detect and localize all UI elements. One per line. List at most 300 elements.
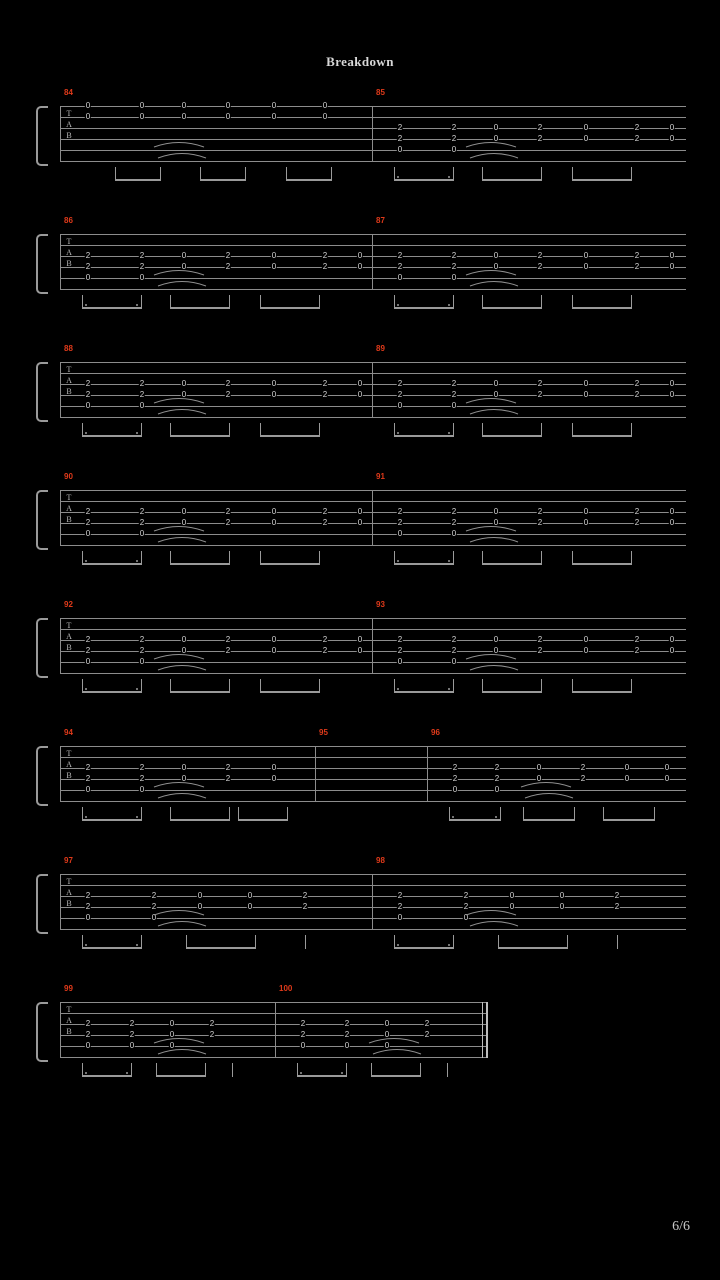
tab-note: 0 bbox=[181, 774, 187, 783]
beam-group bbox=[394, 679, 454, 693]
dotted-rhythm-dot bbox=[136, 944, 138, 946]
slur bbox=[158, 538, 206, 543]
tab-note: 2 bbox=[225, 763, 231, 772]
dotted-rhythm-dot bbox=[300, 1072, 302, 1074]
tab-note: 0 bbox=[384, 1030, 390, 1039]
beam-group bbox=[260, 423, 320, 437]
tab-note: 2 bbox=[300, 1030, 306, 1039]
tab-note: 0 bbox=[451, 657, 457, 666]
tab-note: 2 bbox=[322, 262, 328, 271]
tab-note: 2 bbox=[322, 518, 328, 527]
tab-note: 2 bbox=[580, 774, 586, 783]
tab-note: 2 bbox=[451, 518, 457, 527]
beam-group bbox=[572, 551, 632, 565]
dotted-rhythm-dot bbox=[136, 304, 138, 306]
tab-string-line bbox=[60, 417, 686, 418]
dotted-rhythm-dot bbox=[397, 432, 399, 434]
tab-note: 0 bbox=[169, 1019, 175, 1028]
tab-note: 0 bbox=[271, 646, 277, 655]
tab-note: 0 bbox=[85, 1041, 91, 1050]
tab-note: 2 bbox=[225, 635, 231, 644]
slur bbox=[521, 783, 571, 788]
tab-note: 0 bbox=[322, 101, 328, 110]
tab-string-line bbox=[60, 1035, 486, 1036]
slur bbox=[158, 666, 206, 671]
barline bbox=[275, 1002, 276, 1058]
beam-group bbox=[617, 935, 618, 949]
tab-note: 2 bbox=[537, 518, 543, 527]
beam-group bbox=[170, 807, 230, 821]
tab-note: 2 bbox=[634, 262, 640, 271]
tab-note: 0 bbox=[463, 913, 469, 922]
tab-note: 0 bbox=[669, 134, 675, 143]
beam bbox=[260, 563, 320, 565]
tab-note: 2 bbox=[451, 390, 457, 399]
tab-note: 2 bbox=[634, 518, 640, 527]
tab-staff bbox=[60, 618, 686, 674]
tab-note: 0 bbox=[664, 763, 670, 772]
tab-note: 0 bbox=[493, 646, 499, 655]
barline bbox=[60, 1002, 61, 1058]
tab-note: 0 bbox=[271, 390, 277, 399]
slur bbox=[154, 1039, 204, 1044]
tab-note: 2 bbox=[139, 262, 145, 271]
tab-note: 0 bbox=[139, 785, 145, 794]
tab-note: 0 bbox=[493, 518, 499, 527]
tab-clef: T A B bbox=[66, 749, 72, 780]
tab-note: 2 bbox=[85, 518, 91, 527]
tab-note: 2 bbox=[225, 774, 231, 783]
tab-note: 2 bbox=[634, 635, 640, 644]
tab-note: 2 bbox=[225, 507, 231, 516]
beam-group bbox=[260, 295, 320, 309]
beam bbox=[371, 1075, 421, 1077]
tab-note: 2 bbox=[139, 646, 145, 655]
measure-number: 96 bbox=[431, 728, 440, 737]
tab-string-line bbox=[60, 874, 686, 875]
tab-note: 2 bbox=[302, 891, 308, 900]
barline bbox=[60, 746, 61, 802]
measure-number: 93 bbox=[376, 600, 385, 609]
tab-note: 2 bbox=[139, 251, 145, 260]
tab-note: 0 bbox=[181, 251, 187, 260]
slur bbox=[470, 922, 518, 927]
tab-note: 2 bbox=[397, 262, 403, 271]
barline bbox=[60, 106, 61, 162]
tab-note: 0 bbox=[181, 635, 187, 644]
beam bbox=[260, 691, 320, 693]
beam bbox=[523, 819, 575, 821]
beam-group bbox=[82, 423, 142, 437]
tab-string-line bbox=[60, 245, 686, 246]
tab-string-line bbox=[60, 512, 686, 513]
tab-note: 2 bbox=[634, 390, 640, 399]
tab-note: 0 bbox=[624, 763, 630, 772]
tab-system bbox=[36, 344, 686, 454]
measure-number: 87 bbox=[376, 216, 385, 225]
tab-note: 0 bbox=[493, 134, 499, 143]
tab-note: 2 bbox=[225, 646, 231, 655]
tab-system bbox=[36, 600, 686, 710]
tab-note: 0 bbox=[583, 123, 589, 132]
beam bbox=[498, 947, 568, 949]
tab-note: 2 bbox=[397, 251, 403, 260]
tab-note: 2 bbox=[225, 251, 231, 260]
tab-string-line bbox=[60, 618, 686, 619]
tab-note: 0 bbox=[493, 379, 499, 388]
dotted-rhythm-dot bbox=[448, 176, 450, 178]
tab-clef: T A B bbox=[66, 1005, 72, 1036]
tab-note: 2 bbox=[634, 507, 640, 516]
dotted-rhythm-dot bbox=[397, 688, 399, 690]
slur bbox=[470, 154, 518, 159]
tab-system bbox=[36, 216, 686, 326]
tab-string-line bbox=[60, 139, 686, 140]
tab-note: 2 bbox=[139, 379, 145, 388]
beam-group bbox=[170, 679, 230, 693]
tab-note: 0 bbox=[85, 273, 91, 282]
tab-note: 2 bbox=[344, 1019, 350, 1028]
beam-group bbox=[82, 807, 142, 821]
tab-string-line bbox=[60, 406, 686, 407]
tab-note: 0 bbox=[85, 785, 91, 794]
tab-note: 2 bbox=[151, 891, 157, 900]
tab-note: 2 bbox=[614, 891, 620, 900]
dotted-rhythm-dot bbox=[448, 304, 450, 306]
tab-note: 2 bbox=[139, 507, 145, 516]
tab-staff bbox=[60, 490, 686, 546]
beam-group bbox=[394, 295, 454, 309]
tab-note: 2 bbox=[302, 902, 308, 911]
tab-note: 0 bbox=[181, 101, 187, 110]
beam-group bbox=[572, 295, 632, 309]
tab-string-line bbox=[60, 373, 686, 374]
beam bbox=[394, 947, 454, 949]
slur bbox=[470, 666, 518, 671]
tab-note: 2 bbox=[85, 763, 91, 772]
slur bbox=[466, 143, 516, 148]
tab-note: 0 bbox=[129, 1041, 135, 1050]
tab-note: 2 bbox=[85, 507, 91, 516]
slur bbox=[158, 154, 206, 159]
tab-string-line bbox=[60, 885, 686, 886]
tab-note: 0 bbox=[397, 273, 403, 282]
beam bbox=[286, 179, 332, 181]
tab-note: 2 bbox=[614, 902, 620, 911]
barline bbox=[60, 362, 61, 418]
system-brace bbox=[36, 874, 48, 934]
tab-note: 2 bbox=[397, 123, 403, 132]
beam-group bbox=[394, 423, 454, 437]
tab-note: 2 bbox=[451, 134, 457, 143]
tab-note: 0 bbox=[583, 390, 589, 399]
dotted-rhythm-dot bbox=[136, 432, 138, 434]
tab-note: 2 bbox=[300, 1019, 306, 1028]
system-brace bbox=[36, 106, 48, 166]
beam-group bbox=[82, 295, 142, 309]
tab-note: 2 bbox=[424, 1030, 430, 1039]
slur bbox=[158, 1050, 206, 1055]
system-brace bbox=[36, 362, 48, 422]
beam bbox=[170, 435, 230, 437]
tab-staff bbox=[60, 746, 686, 802]
tab-note: 0 bbox=[583, 507, 589, 516]
final-barline bbox=[486, 1002, 488, 1058]
tab-string-line bbox=[60, 289, 686, 290]
tab-note: 2 bbox=[85, 635, 91, 644]
beam-group bbox=[482, 167, 542, 181]
tab-note: 2 bbox=[225, 518, 231, 527]
tab-note: 2 bbox=[580, 763, 586, 772]
measure-number: 94 bbox=[64, 728, 73, 737]
tab-note: 0 bbox=[139, 101, 145, 110]
tab-note: 0 bbox=[509, 891, 515, 900]
tab-clef: T A B bbox=[66, 493, 72, 524]
tab-note: 0 bbox=[669, 507, 675, 516]
tab-string-line bbox=[60, 1002, 486, 1003]
tab-note: 0 bbox=[357, 379, 363, 388]
dotted-rhythm-dot bbox=[397, 176, 399, 178]
tab-note: 2 bbox=[397, 134, 403, 143]
beam bbox=[186, 947, 256, 949]
tab-note: 0 bbox=[384, 1019, 390, 1028]
beam bbox=[260, 307, 320, 309]
measure-number: 90 bbox=[64, 472, 73, 481]
note-stem bbox=[305, 935, 306, 949]
system-brace bbox=[36, 234, 48, 294]
tab-note: 0 bbox=[139, 401, 145, 410]
dotted-rhythm-dot bbox=[448, 688, 450, 690]
dotted-rhythm-dot bbox=[136, 816, 138, 818]
tab-note: 0 bbox=[494, 785, 500, 794]
barline bbox=[60, 618, 61, 674]
tab-note: 0 bbox=[397, 401, 403, 410]
tab-note: 0 bbox=[197, 902, 203, 911]
tab-note: 2 bbox=[139, 518, 145, 527]
beam-group bbox=[115, 167, 161, 181]
tab-note: 2 bbox=[451, 507, 457, 516]
beam-group bbox=[82, 679, 142, 693]
tab-note: 0 bbox=[139, 529, 145, 538]
tab-note: 2 bbox=[537, 134, 543, 143]
tab-note: 2 bbox=[451, 251, 457, 260]
slur bbox=[466, 911, 516, 916]
tab-string-line bbox=[60, 673, 686, 674]
tab-note: 0 bbox=[669, 123, 675, 132]
tab-note: 2 bbox=[85, 891, 91, 900]
slur bbox=[470, 282, 518, 287]
tab-note: 0 bbox=[271, 774, 277, 783]
tab-string-line bbox=[60, 790, 686, 791]
tab-note: 0 bbox=[225, 112, 231, 121]
system-brace bbox=[36, 618, 48, 678]
tab-note: 0 bbox=[85, 657, 91, 666]
tab-note: 2 bbox=[537, 262, 543, 271]
beam-group bbox=[498, 935, 568, 949]
slur bbox=[154, 655, 204, 660]
tab-note: 2 bbox=[634, 134, 640, 143]
slur bbox=[466, 271, 516, 276]
beam bbox=[603, 819, 655, 821]
tab-note: 0 bbox=[559, 891, 565, 900]
slur bbox=[154, 527, 204, 532]
slur bbox=[470, 538, 518, 543]
tab-note: 0 bbox=[624, 774, 630, 783]
tab-note: 2 bbox=[451, 379, 457, 388]
beam-group bbox=[82, 551, 142, 565]
tab-string-line bbox=[60, 929, 686, 930]
beam bbox=[170, 563, 230, 565]
beam-group bbox=[260, 679, 320, 693]
beam bbox=[82, 1075, 132, 1077]
tab-note: 2 bbox=[463, 891, 469, 900]
beam bbox=[82, 435, 142, 437]
beam-group bbox=[482, 295, 542, 309]
tab-note: 2 bbox=[344, 1030, 350, 1039]
tab-staff bbox=[60, 874, 686, 930]
tab-note: 2 bbox=[537, 390, 543, 399]
tab-note: 0 bbox=[225, 101, 231, 110]
tab-note: 0 bbox=[271, 101, 277, 110]
tab-note: 0 bbox=[181, 646, 187, 655]
tab-note: 2 bbox=[537, 646, 543, 655]
measure-number: 84 bbox=[64, 88, 73, 97]
tab-note: 0 bbox=[493, 635, 499, 644]
beam-group bbox=[170, 295, 230, 309]
tab-note: 2 bbox=[397, 891, 403, 900]
tab-string-line bbox=[60, 651, 686, 652]
tab-note: 2 bbox=[129, 1030, 135, 1039]
tab-note: 0 bbox=[669, 262, 675, 271]
tab-note: 0 bbox=[451, 273, 457, 282]
tab-note: 0 bbox=[139, 273, 145, 282]
tab-note: 0 bbox=[322, 112, 328, 121]
tab-note: 0 bbox=[583, 646, 589, 655]
beam-group bbox=[394, 551, 454, 565]
tab-note: 0 bbox=[509, 902, 515, 911]
tab-note: 0 bbox=[271, 112, 277, 121]
tab-note: 2 bbox=[85, 1030, 91, 1039]
beam-group bbox=[572, 423, 632, 437]
beam bbox=[82, 819, 142, 821]
tab-string-line bbox=[60, 746, 686, 747]
dotted-rhythm-dot bbox=[126, 1072, 128, 1074]
slur bbox=[158, 410, 206, 415]
beam bbox=[170, 691, 230, 693]
tab-note: 2 bbox=[451, 262, 457, 271]
dotted-rhythm-dot bbox=[85, 1072, 87, 1074]
beam bbox=[482, 563, 542, 565]
tab-note: 2 bbox=[537, 123, 543, 132]
beam bbox=[394, 691, 454, 693]
slur bbox=[154, 911, 204, 916]
tab-string-line bbox=[60, 395, 686, 396]
page-number: 6/6 bbox=[672, 1219, 690, 1234]
tab-note: 0 bbox=[271, 251, 277, 260]
tab-note: 0 bbox=[357, 507, 363, 516]
beam bbox=[297, 1075, 347, 1077]
tab-note: 0 bbox=[583, 134, 589, 143]
tab-system bbox=[36, 728, 686, 838]
barline bbox=[372, 874, 373, 930]
beam-group bbox=[170, 423, 230, 437]
tab-string-line bbox=[60, 267, 686, 268]
dotted-rhythm-dot bbox=[85, 304, 87, 306]
beam bbox=[572, 307, 632, 309]
tab-string-line bbox=[60, 128, 686, 129]
slur bbox=[470, 410, 518, 415]
beam bbox=[115, 179, 161, 181]
tab-note: 0 bbox=[85, 913, 91, 922]
beam bbox=[482, 179, 542, 181]
tab-staff bbox=[60, 101, 686, 162]
slur bbox=[466, 399, 516, 404]
tab-note: 2 bbox=[225, 390, 231, 399]
slur bbox=[369, 1039, 419, 1044]
beam bbox=[572, 563, 632, 565]
tab-note: 0 bbox=[669, 635, 675, 644]
tab-note: 2 bbox=[322, 646, 328, 655]
tab-note: 2 bbox=[85, 646, 91, 655]
system-brace bbox=[36, 746, 48, 806]
tab-note: 0 bbox=[397, 145, 403, 154]
beam-group bbox=[156, 1063, 206, 1077]
measure-number: 92 bbox=[64, 600, 73, 609]
beam-group bbox=[482, 551, 542, 565]
slur bbox=[158, 922, 206, 927]
tab-note: 0 bbox=[493, 262, 499, 271]
tab-note: 0 bbox=[583, 262, 589, 271]
tab-note: 0 bbox=[85, 529, 91, 538]
tab-string-line bbox=[60, 234, 686, 235]
tab-note: 0 bbox=[493, 251, 499, 260]
beam bbox=[82, 563, 142, 565]
tab-note: 2 bbox=[85, 379, 91, 388]
beam-group bbox=[394, 935, 454, 949]
tab-clef: T A B bbox=[66, 109, 72, 140]
final-barline bbox=[482, 1002, 483, 1058]
tab-note: 2 bbox=[424, 1019, 430, 1028]
tab-note: 0 bbox=[85, 101, 91, 110]
beam bbox=[156, 1075, 206, 1077]
dotted-rhythm-dot bbox=[136, 560, 138, 562]
barline bbox=[372, 106, 373, 162]
note-stem bbox=[232, 1063, 233, 1077]
tab-note: 2 bbox=[397, 507, 403, 516]
tab-note: 2 bbox=[451, 123, 457, 132]
beam-group bbox=[482, 423, 542, 437]
tab-string-line bbox=[60, 1024, 486, 1025]
beam bbox=[82, 691, 142, 693]
tab-note: 2 bbox=[634, 251, 640, 260]
beam-group bbox=[170, 551, 230, 565]
barline bbox=[60, 234, 61, 290]
tab-note: 2 bbox=[397, 635, 403, 644]
tab-system bbox=[36, 984, 686, 1094]
tab-string-line bbox=[60, 1013, 486, 1014]
tab-clef: T A B bbox=[66, 237, 72, 268]
tab-string-line bbox=[60, 362, 686, 363]
measure-number: 97 bbox=[64, 856, 73, 865]
tab-note: 0 bbox=[357, 251, 363, 260]
tab-note: 0 bbox=[247, 902, 253, 911]
beam bbox=[238, 819, 288, 821]
tab-note: 0 bbox=[451, 529, 457, 538]
tab-note: 2 bbox=[537, 251, 543, 260]
slur bbox=[525, 794, 573, 799]
tab-note: 0 bbox=[271, 518, 277, 527]
tab-note: 0 bbox=[397, 913, 403, 922]
